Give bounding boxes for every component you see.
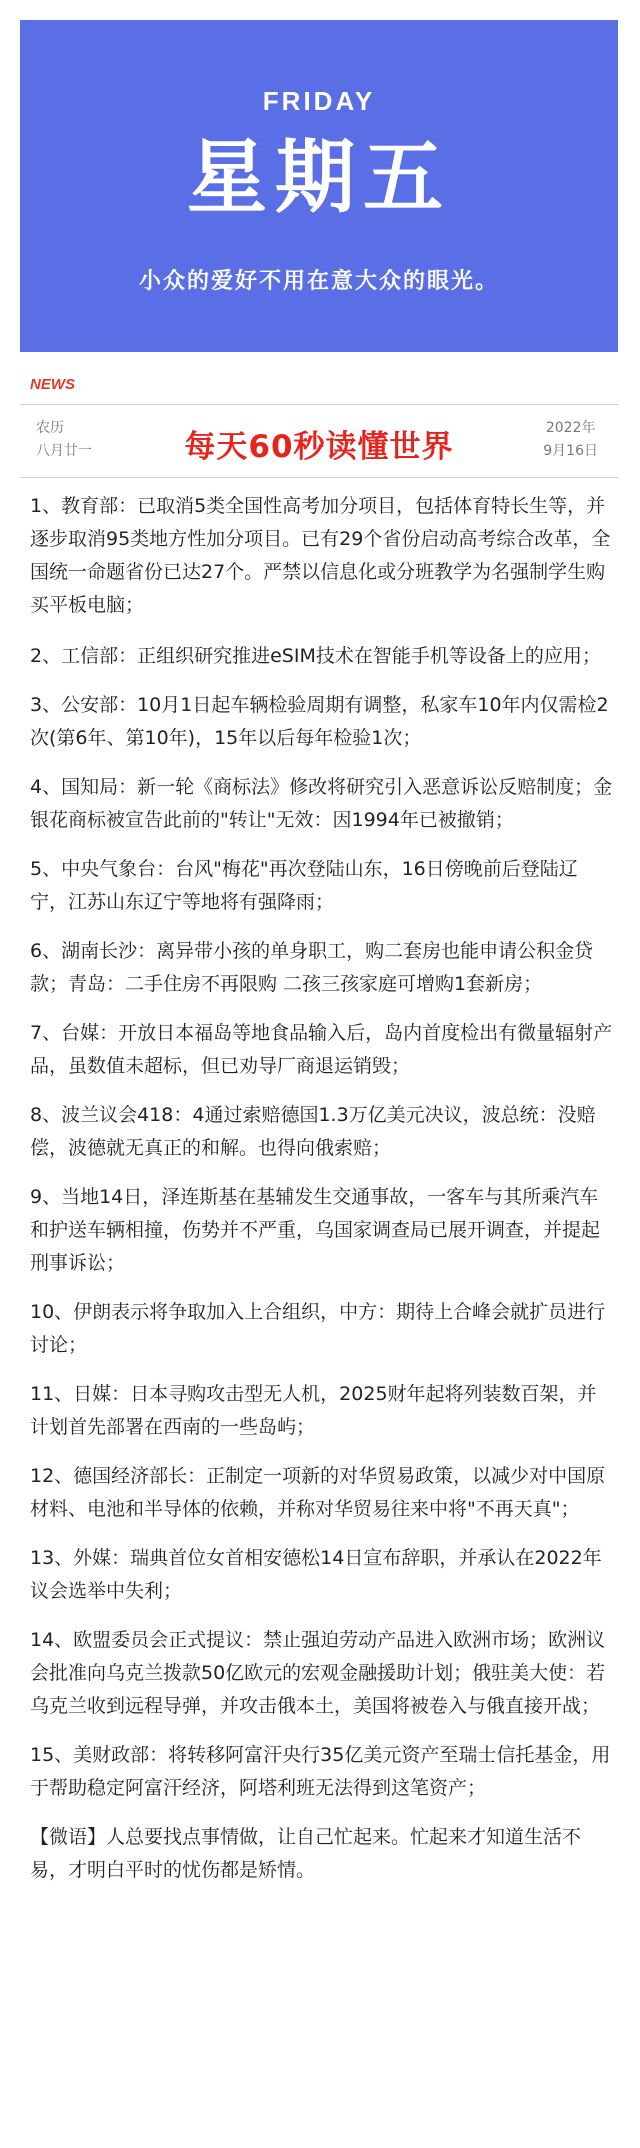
news-item-10: 10、伊朗表示将争取加入上合组织，中方：期待上合峰会就扩员进行讨论； — [30, 1301, 606, 1356]
news-item-3: 3、公安部：10月1日起车辆检验周期有调整，私家车10年内仅需检2次(第6年、第10年)，15年以后每年检验1次； — [30, 694, 609, 749]
lunar-date: 八月廿一 — [36, 443, 92, 459]
banner-slogan: 小众的爱好不用在意大众的眼光。 — [138, 269, 499, 294]
news-item-6: 6、湖南长沙：离异带小孩的单身职工，购二套房也能申请公积金贷款；青岛：二手住房不再限购 二孩三孩家庭可增购1套新房； — [30, 940, 594, 995]
header-banner — [20, 20, 618, 352]
news-item-4: 4、国知局：新一轮《商标法》修改将研究引入恶意诉讼反赔制度；金银花商标被宣告此前的"转让"无效：因1994年已被撤销； — [30, 776, 613, 831]
news-item-5: 5、中央气象台：台风"梅花"再次登陆山东，16日傍晚前后登陆辽宁，江苏山东辽宁等地将有强降雨； — [30, 858, 578, 913]
news-item-2: 2、工信部：正组织研究推进eSIM技术在智能手机等设备上的应用； — [30, 645, 601, 667]
banner-day-en: FRIDAY — [262, 86, 376, 116]
news-list — [30, 490, 614, 1903]
news-item-15: 15、美财政部：将转移阿富汗央行35亿美元资产至瑞士信托基金，用于帮助稳定阿富汗经济，阿塔利班无法得到这笔资产； — [30, 1744, 611, 1799]
lunar-label: 农历 — [36, 420, 64, 436]
news-item-12: 12、德国经济部长：正制定一项新的对华贸易政策，以减少对中国原材料、电池和半导体的依赖，并称对华贸易往来中将"不再天真"； — [30, 1465, 606, 1520]
news-item-14: 14、欧盟委员会正式提议：禁止强迫劳动产品进入欧洲市场；欧洲议会批准向乌克兰拨款50亿欧元的宏观金融援助计划；俄驻美大使：若乌克兰收到远程导弹，并攻击俄本土，美国将被卷入与俄直接开战； — [30, 1629, 606, 1717]
news-label: NEWS — [30, 376, 75, 393]
news-item-11: 11、日媒：日本寻购攻击型无人机，2025财年起将列装数百架，并计划首先部署在西南的一些岛屿； — [30, 1383, 597, 1438]
headline: 每天60秒读懂世界 — [184, 429, 454, 465]
date-row — [20, 404, 618, 478]
news-item-1: 1、教育部：已取消5类全国性高考加分项目，包括体育特长生等，并逐步取消95类地方性加分项目。已有29个省份启动高考综合改革，全国统一命题省份已达27个。严禁以信息化或分班教学为名强制学生购买平板电脑； — [30, 495, 611, 616]
news-item-9: 9、当地14日，泽连斯基在基辅发生交通事故，一客车与其所乘汽车和护送车辆相撞，伤势并不严重，乌国家调查局已展开调查，并提起刑事诉讼； — [30, 1186, 601, 1274]
gregorian-date-block — [543, 417, 598, 463]
news-item-13: 13、外媒：瑞典首位女首相安德松14日宣布辞职，并承认在2022年议会选举中失利； — [30, 1547, 602, 1602]
month-day: 9月16日 — [543, 443, 598, 459]
wei-yu-quote: 【微语】人总要找点事情做，让自己忙起来。忙起来才知道生活不易，才明白平时的忧伤都是矫情。 — [30, 1826, 582, 1881]
banner-day-cn: 星期五 — [187, 131, 451, 224]
news-item-8: 8、波兰议会418：4通过索赔德国1.3万亿美元决议，波总统：没赔偿，波德就无真正的和解。也得向俄索赔； — [30, 1104, 596, 1159]
news-item-7: 7、台媒：开放日本福岛等地食品输入后，岛内首度检出有微量辐射产品，虽数值未超标，但已劝导厂商退运销毁； — [30, 1022, 613, 1077]
year: 2022年 — [545, 420, 596, 436]
